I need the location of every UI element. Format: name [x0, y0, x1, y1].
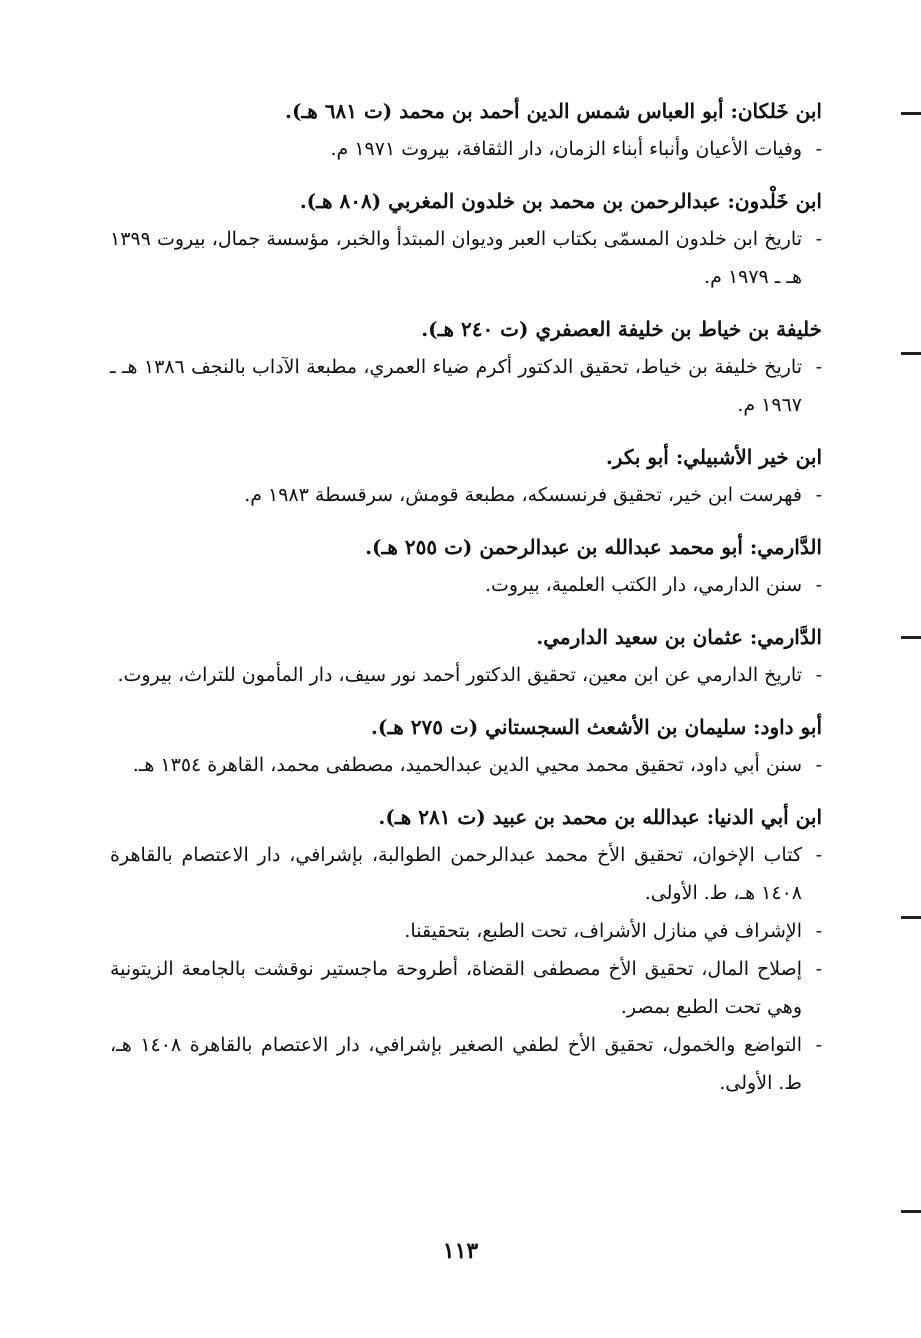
margin-mark: [901, 636, 921, 639]
work-text: فهرست ابن خير، تحقيق فرنسسكه، مطبعة قومش، سرقسطة ١٩٨٣ م.: [244, 484, 802, 506]
entry-heading: [110, 708, 822, 746]
bibliography-entry: [110, 798, 822, 1102]
entry-heading: [110, 92, 822, 130]
author-description: (ت ٢٤٠ هـ).: [421, 317, 536, 341]
work-text: الإشراف في منازل الأشراف، تحت الطبع، بتحقيقنا.: [404, 920, 802, 942]
margin-mark: [901, 112, 921, 115]
author-description: عبدالرحمن بن محمد بن خلدون المغربي (٨٠٨ هـ).: [299, 189, 728, 213]
bibliography-entry: [110, 618, 822, 694]
margin-mark: [901, 916, 921, 919]
author-description: أبو بكر.: [605, 445, 676, 469]
dash-marker: -: [815, 754, 822, 776]
work-item: [110, 950, 822, 1026]
entry-heading: [110, 528, 822, 566]
author-description: سليمان بن الأشعث السجستاني (ت ٢٧٥ هـ).: [370, 715, 754, 739]
work-text: سنن أبي داود، تحقيق محمد محيي الدين عبدالحميد، مصطفى محمد، القاهرة ١٣٥٤ هـ.: [132, 754, 802, 776]
work-text: تاريخ الدارمي عن ابن معين، تحقيق الدكتور أحمد نور سيف، دار المأمون للتراث، بيروت.: [117, 664, 802, 686]
entry-heading: [110, 798, 822, 836]
work-item: [110, 566, 822, 604]
work-item: [110, 348, 822, 424]
author-name: الدَّارمي:: [749, 535, 822, 559]
work-text: كتاب الإخوان، تحقيق الأخ محمد عبدالرحمن الطوالبة، بإشرافي، دار الاعتصام بالقاهرة ١٤٠٨ هـ، ط. الأولى.: [110, 844, 802, 904]
entry-heading: [110, 618, 822, 656]
dash-marker: -: [815, 958, 822, 980]
author-description: عبدالله بن محمد بن عبيد (ت ٢٨١ هـ).: [378, 805, 707, 829]
work-text: تاريخ خليفة بن خياط، تحقيق الدكتور أكرم ضياء العمري، مطبعة الآداب بالنجف ١٣٨٦ هـ ـ ١٩٦٧ م.: [110, 356, 802, 416]
page-number: ١١٣: [442, 1238, 479, 1264]
bibliography-entry: [110, 310, 822, 424]
bibliography-entry: [110, 438, 822, 514]
author-name: ابن أبي الدنيا:: [706, 805, 822, 829]
bibliography-entry: [110, 528, 822, 604]
bibliography-entry: [110, 92, 822, 168]
work-text: التواضع والخمول، تحقيق الأخ لطفي الصغير بإشرافي، دار الاعتصام بالقاهرة ١٤٠٨ هـ، ط. الأولى.: [110, 1034, 802, 1094]
work-item: [110, 476, 822, 514]
author-name: ابن خَلكان:: [730, 99, 822, 123]
dash-marker: -: [815, 664, 822, 686]
author-name: ابن خير الأشبيلي:: [675, 445, 822, 469]
dash-marker: -: [815, 228, 822, 250]
work-item: [110, 836, 822, 912]
dash-marker: -: [815, 574, 822, 596]
dash-marker: -: [815, 844, 822, 866]
work-item: [110, 130, 822, 168]
work-item: [110, 746, 822, 784]
dash-marker: -: [815, 1034, 822, 1056]
entry-heading: [110, 310, 822, 348]
dash-marker: -: [815, 138, 822, 160]
work-item: [110, 912, 822, 950]
dash-marker: -: [815, 356, 822, 378]
dash-marker: -: [815, 920, 822, 942]
author-description: أبو العباس شمس الدين أحمد بن محمد (ت ٦٨١ هـ).: [284, 99, 731, 123]
work-item: [110, 220, 822, 296]
author-description: عثمان بن سعيد الدارمي.: [536, 625, 750, 649]
author-name: أبو داود:: [753, 715, 822, 739]
margin-mark: [901, 1210, 921, 1213]
work-item: [110, 656, 822, 694]
work-text: سنن الدارمي، دار الكتب العلمية، بيروت.: [485, 574, 802, 596]
bibliography-entry: [110, 708, 822, 784]
work-text: وفيات الأعيان وأنباء أبناء الزمان، دار الثقافة، بيروت ١٩٧١ م.: [330, 138, 802, 160]
entry-heading: [110, 438, 822, 476]
work-text: إصلاح المال، تحقيق الأخ مصطفى القضاة، أطروحة ماجستير نوقشت بالجامعة الزيتونية وهي تحت الطبع بمصر.: [110, 958, 802, 1018]
author-name: خليفة بن خياط بن خليفة العصفري: [535, 317, 822, 341]
margin-mark: [901, 352, 921, 355]
dash-marker: -: [815, 484, 822, 506]
author-name: الدَّارمي:: [749, 625, 822, 649]
work-item: [110, 1026, 822, 1102]
bibliography-page: [110, 92, 822, 1116]
entry-heading: [110, 182, 822, 220]
author-name: ابن خَلْدون:: [727, 189, 822, 213]
bibliography-entry: [110, 182, 822, 296]
author-description: أبو محمد عبدالله بن عبدالرحمن (ت ٢٥٥ هـ).: [365, 535, 750, 559]
work-text: تاريخ ابن خلدون المسمّى بكتاب العبر وديوان المبتدأ والخبر، مؤسسة جمال، بيروت ١٣٩٩ هـ ـ ١٩٧٩ م.: [110, 228, 802, 288]
